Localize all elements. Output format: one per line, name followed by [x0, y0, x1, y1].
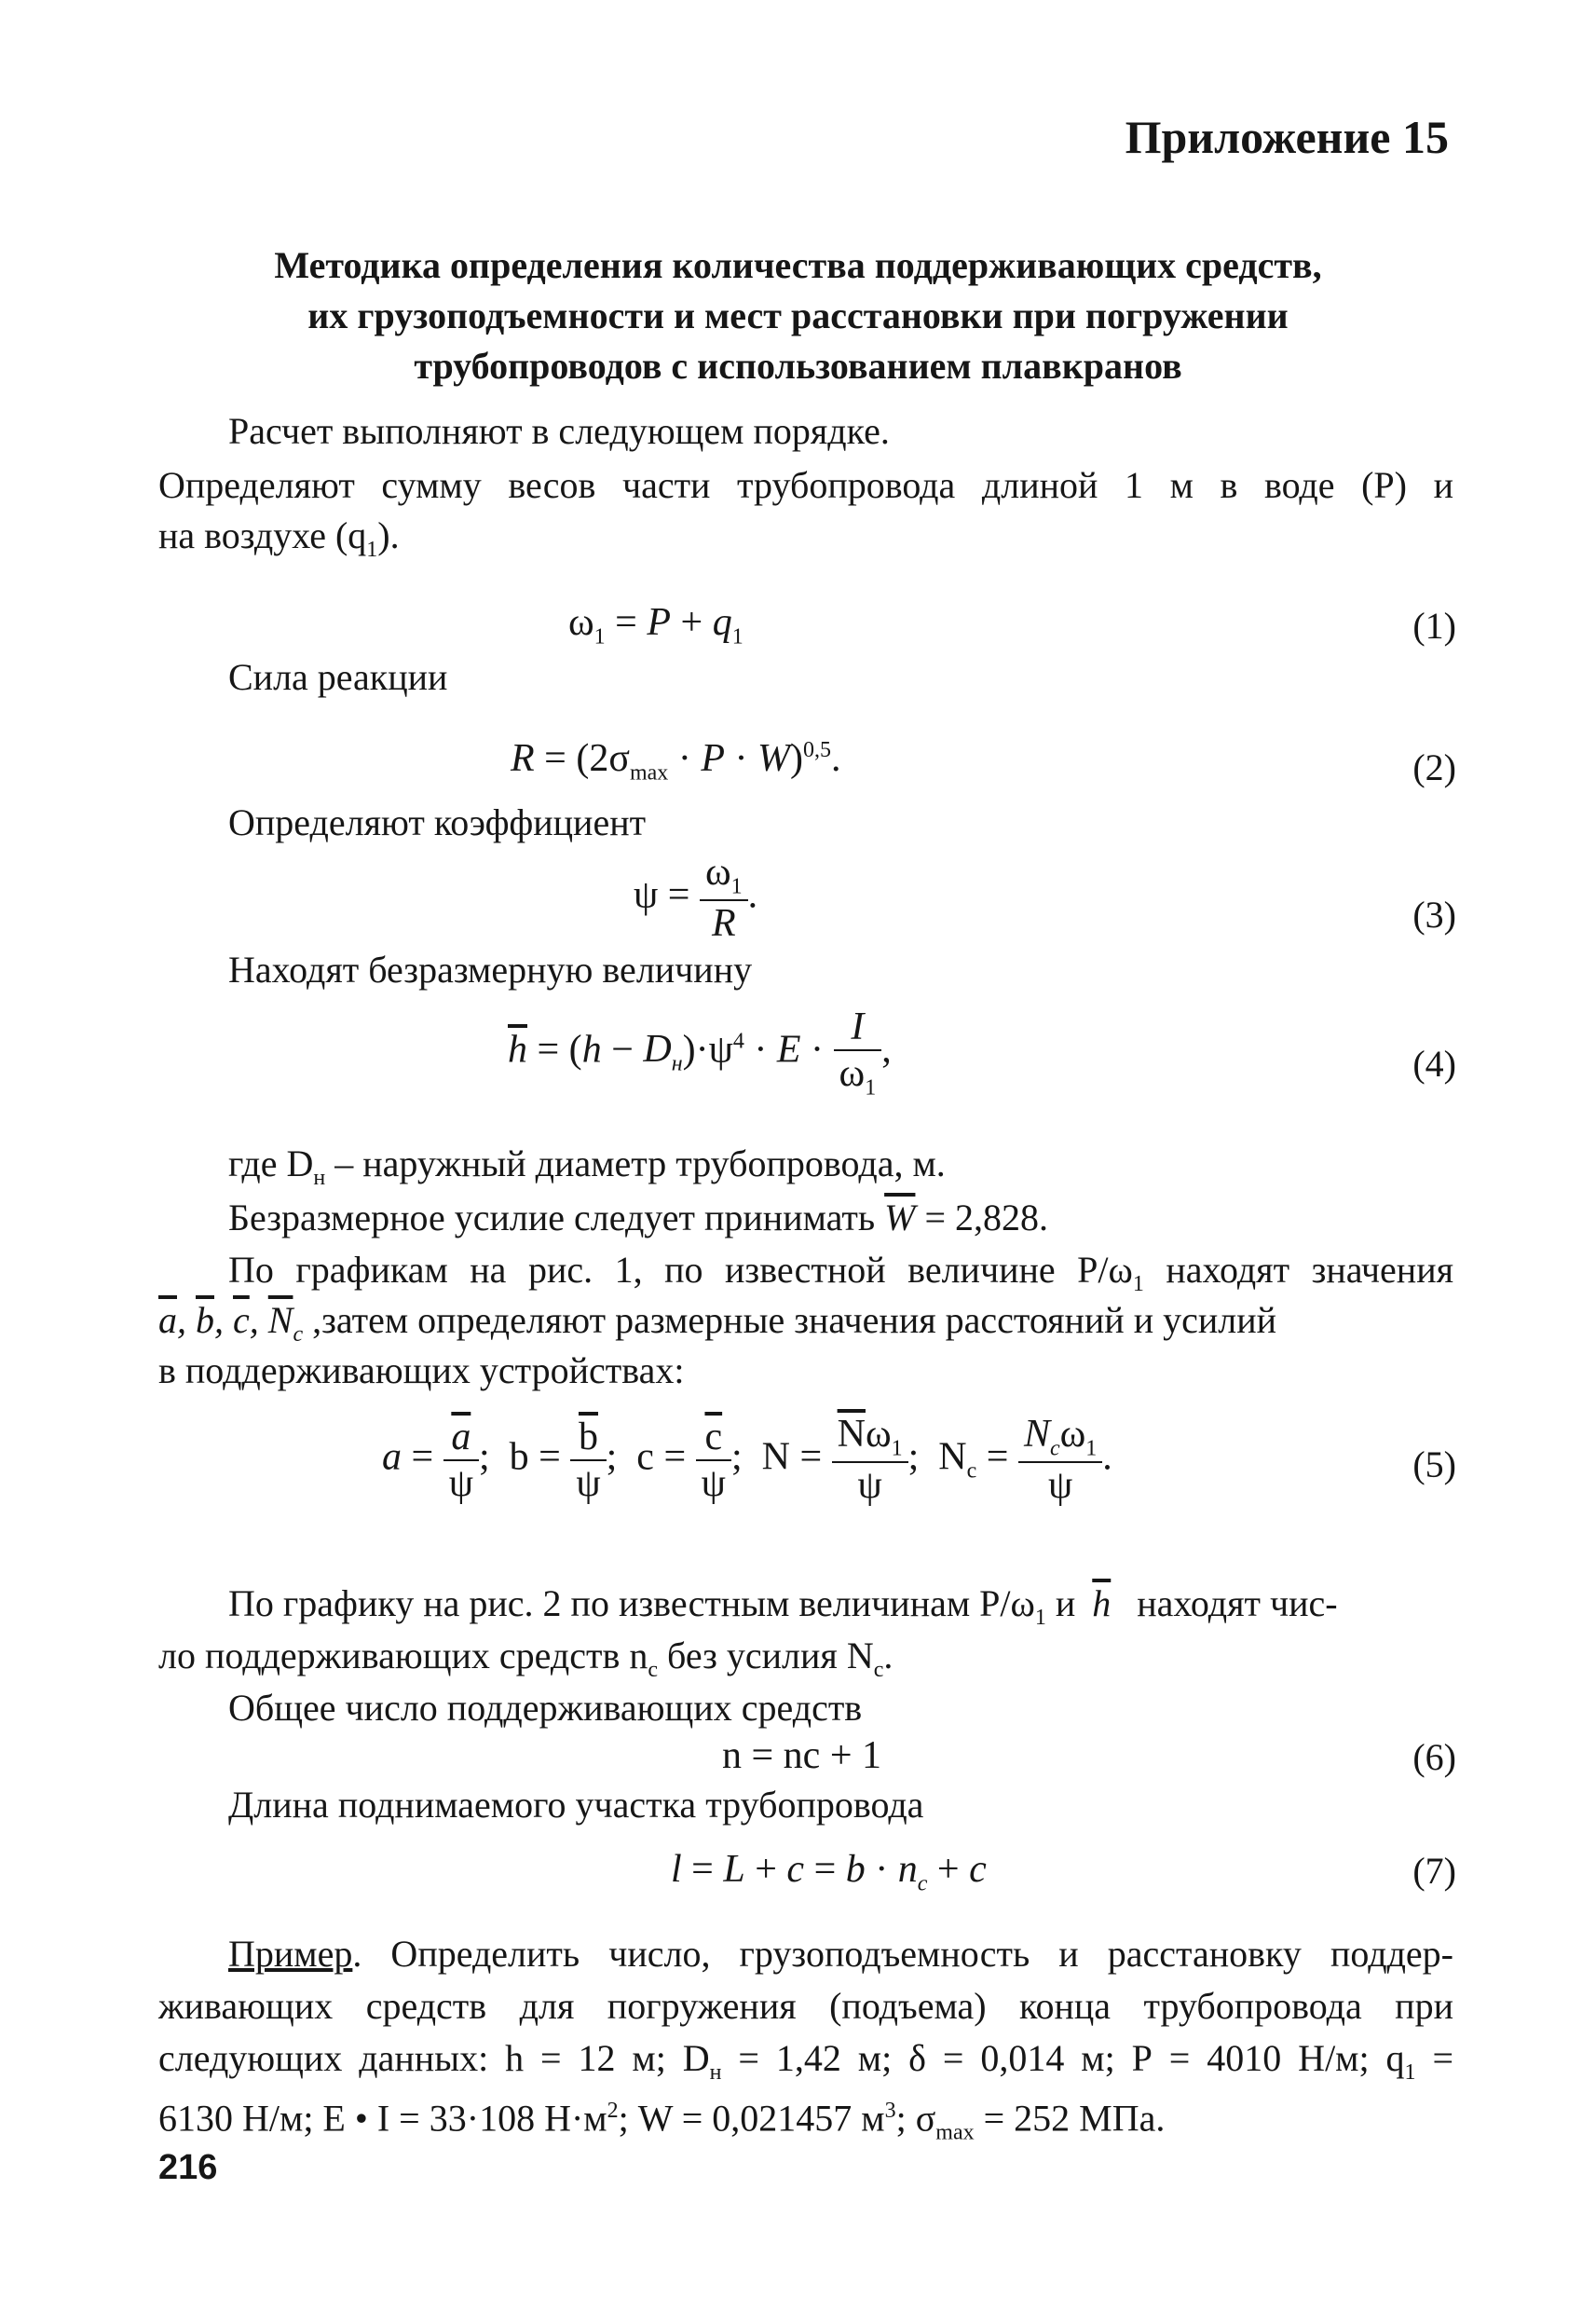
equation-2-number: (2) [1412, 746, 1456, 788]
section-title [0, 240, 1596, 391]
figure2-line-2: ло поддерживающих средств $n_с$ без усилия $N_с$. [158, 1635, 893, 1682]
paragraph-order: Расчет выполняют в следующем порядке. [228, 410, 890, 452]
equation-4-number: (4) [1412, 1043, 1456, 1085]
force-note: Безразмерное усилие следует принимать $\overline{W} = 2,828$. [228, 1197, 1048, 1238]
title-line-1: Методика определения количества поддерживающих средств, [274, 244, 1322, 286]
paragraph-weights-line-2: на воздухе $(q_1)$. [158, 514, 400, 562]
appendix-heading: Приложение 15 [1125, 111, 1449, 163]
equation-6-number: (6) [1412, 1736, 1456, 1778]
equation-6: n = nc + 1 [722, 1734, 882, 1777]
title-line-3: трубопроводов с использованием плавкранов [414, 345, 1182, 387]
diameter-note: где $D_н$ – наружный диаметр трубопровода, м. [228, 1142, 946, 1190]
equation-1: $\omega_1 = P + q_1$ [568, 601, 743, 650]
equation-5-number: (5) [1412, 1443, 1456, 1485]
page-number: 216 [158, 2148, 218, 2187]
graphs-line-3: в поддерживающих устройствах: [158, 1349, 685, 1391]
equation-3-number: (3) [1412, 894, 1456, 936]
equation-3: ψ = $\frac{\omega_1}{R}$ . [634, 851, 758, 946]
equation-1-number: (1) [1412, 605, 1456, 647]
example-line-1: Пример. Определить число, грузоподъемность и расстановку поддер- [228, 1933, 1453, 1975]
equation-2: $R = (2\sigma_{max} \cdot P \cdot W)^{0,5}$. [511, 737, 841, 786]
equation-7: $l = L + c = b \cdot n_c + c$ [671, 1848, 987, 1896]
example-line-3: следующих данных: h = 12 м; $D_н = 1,42$ м; δ = 0,014 м; Р = 4010 Н/м; $q_1$ = [158, 2037, 1454, 2085]
figure2-line-1: По графику на рис. 2 по известным величинам $Р/\omega_1$ и $\overline{h}$ находят чис- [228, 1582, 1338, 1630]
example-line-4: 6130 Н/м; Е • I = 33·108 $Н\cdot м^2$; W = 0,021457 $м^3$; $\sigma_{max} = 252$ МПа. [158, 2097, 1166, 2145]
graphs-line-2: $\overline{a}$, $\overline{b}$, $\overline{c}$, $\overline{N}_c$ ,затем определяют размерные значения расстояний и усилий [158, 1299, 1277, 1347]
graphs-line-1: По графикам на рис. 1, по известной величине $Р/\omega_1$ находят значения [228, 1249, 1454, 1296]
title-line-2: их грузоподъемности и мест расстановки при погружении [307, 294, 1289, 336]
equation-4: $\overline{h} = (h - D_н)\cdot\psi^4 \cdot E$ · $\frac{I}{\omega_1}$ , [508, 1006, 892, 1101]
length-label: Длина поднимаемого участка трубопровода [228, 1784, 924, 1826]
equation-7-number: (7) [1412, 1850, 1456, 1892]
coefficient-label: Определяют коэффициент [228, 801, 647, 843]
example-line-2: живающих средств для погружения (подъема) конца трубопровода при [158, 1985, 1453, 2027]
reaction-label: Сила реакции [228, 656, 448, 698]
paragraph-weights-line-1: Определяют сумму весов части трубопровода длиной 1 м в воде (Р) и [158, 464, 1453, 506]
total-count-label: Общее число поддерживающих средств [228, 1687, 863, 1729]
equation-5: a = $\frac{\overline{a}}{\psi}$ ; b = $\frac{\overline{b}}{\psi}$ ; c = $\frac{\overline{c}}{\psi}$ ; N = $\frac{\overline{N}\omega_1}{\psi}$ ; $N_c$ = $\frac{N_c\omega_1}{\psi}$ . [382, 1413, 1112, 1508]
dimensionless-label: Находят безразмерную величину [228, 949, 753, 991]
